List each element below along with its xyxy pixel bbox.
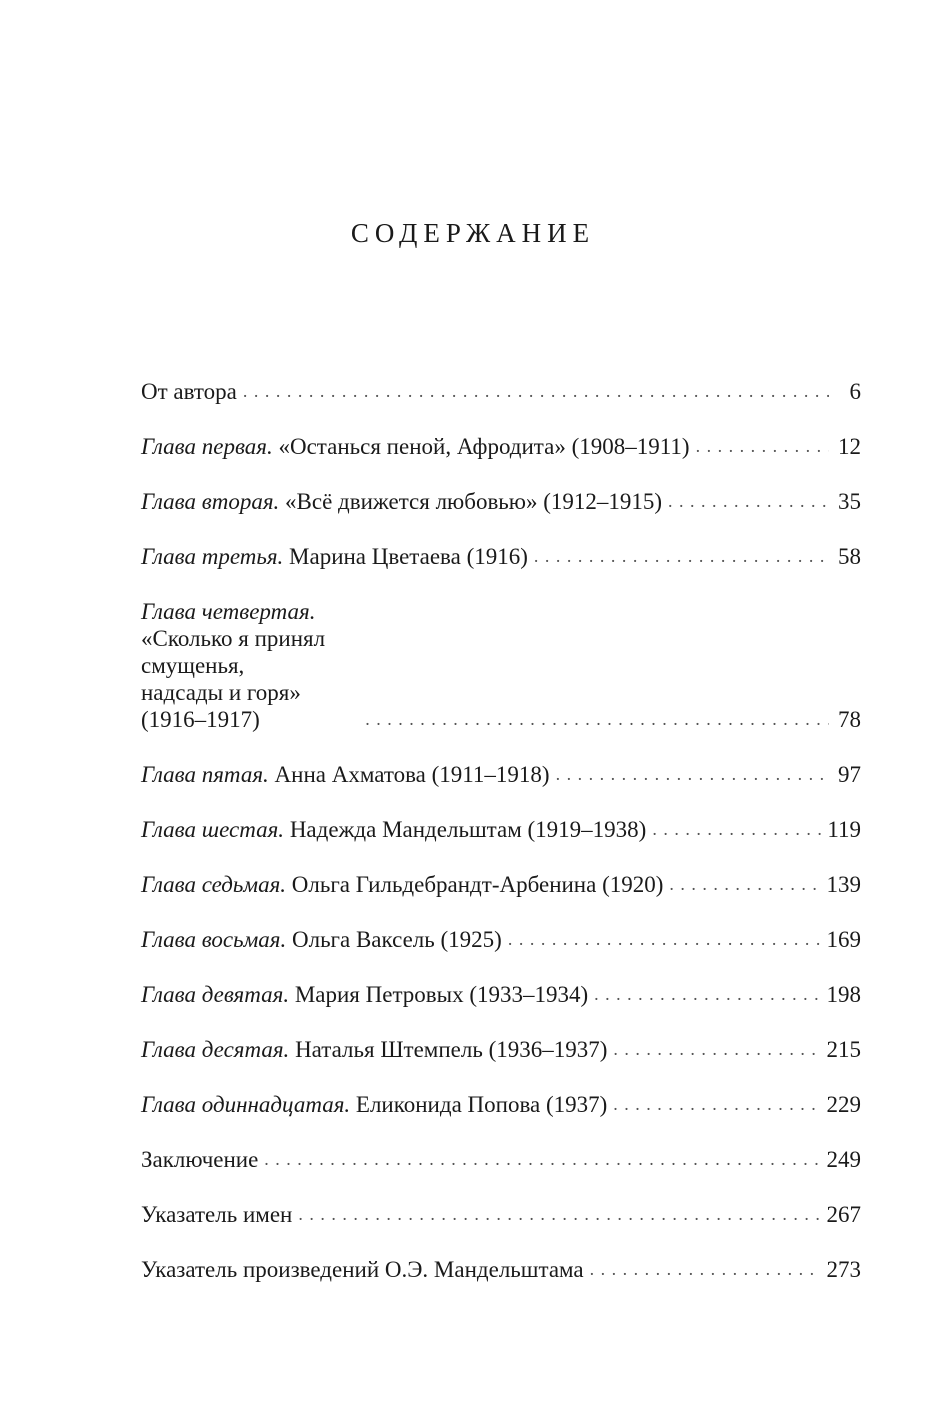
toc-entry-title: «Всё движется любовью» (1912–1915) bbox=[279, 489, 663, 514]
toc-entry-chapter-5[interactable] bbox=[141, 761, 861, 788]
toc-entry-chapter-1[interactable] bbox=[141, 433, 861, 460]
dot-leader bbox=[556, 761, 829, 788]
toc-entry-name-index[interactable] bbox=[141, 1201, 861, 1228]
page-title: СОДЕРЖАНИЕ bbox=[350, 218, 596, 248]
toc-entry-text bbox=[141, 488, 662, 515]
toc-entry-preface[interactable] bbox=[141, 378, 861, 405]
toc-entry-chapter-7[interactable] bbox=[141, 871, 861, 898]
toc-entry-text bbox=[141, 433, 690, 460]
toc-entry-title: Указатель произведений О.Э. Мандельштама bbox=[141, 1257, 584, 1282]
toc-entry-title: Ольга Гильдебрандт-Арбенина (1920) bbox=[286, 872, 664, 897]
toc-entry-text bbox=[141, 543, 528, 570]
dot-leader bbox=[669, 871, 820, 898]
toc-entry-text bbox=[141, 1091, 607, 1118]
toc-entry-chapter-10[interactable] bbox=[141, 1036, 861, 1063]
toc-entry-title: Наталья Штемпель (1936–1937) bbox=[289, 1037, 608, 1062]
toc-entry-text bbox=[141, 981, 588, 1008]
toc-entry-text bbox=[141, 378, 237, 405]
toc-entry-chapter-8[interactable] bbox=[141, 926, 861, 953]
toc-entry-chapter-11[interactable] bbox=[141, 1091, 861, 1118]
dot-leader bbox=[534, 543, 829, 570]
toc-entry-title: Марина Цветаева (1916) bbox=[283, 544, 528, 569]
toc-page-number: 78 bbox=[838, 707, 861, 732]
dot-leader bbox=[243, 378, 829, 405]
toc-entry-title: От автора bbox=[141, 379, 237, 404]
toc-page-number: 139 bbox=[826, 872, 861, 897]
toc-page-number: 119 bbox=[827, 817, 861, 842]
dot-leader bbox=[652, 816, 821, 843]
toc-entry-text bbox=[141, 1146, 258, 1173]
dot-leader bbox=[613, 1036, 820, 1063]
toc-chapter-label: Глава восьмая. bbox=[141, 927, 287, 952]
dot-leader bbox=[365, 706, 829, 733]
toc-entry-conclusion[interactable] bbox=[141, 1146, 861, 1173]
dot-leader bbox=[594, 981, 820, 1008]
dot-leader bbox=[264, 1146, 820, 1173]
toc-page-number: 229 bbox=[826, 1092, 861, 1117]
toc-entry-chapter-9[interactable] bbox=[141, 981, 861, 1008]
toc-entry-line-2: надсады и горя» (1916–1917) bbox=[141, 680, 301, 732]
toc-page-number: 6 bbox=[849, 379, 861, 404]
toc-chapter-label: Глава четвертая. bbox=[141, 599, 316, 624]
toc-entry-chapter-2[interactable] bbox=[141, 488, 861, 515]
toc-page-number: 97 bbox=[838, 762, 861, 787]
toc-chapter-label: Глава вторая. bbox=[141, 489, 280, 514]
toc-page-number: 198 bbox=[826, 982, 861, 1007]
toc-page-number: 35 bbox=[838, 489, 861, 514]
toc-chapter-label: Глава десятая. bbox=[141, 1037, 290, 1062]
toc-entry-text bbox=[141, 1201, 292, 1228]
dot-leader bbox=[668, 488, 829, 515]
toc-entry-text bbox=[141, 761, 550, 788]
dot-leader bbox=[696, 433, 829, 460]
toc-entry-text bbox=[141, 598, 359, 733]
toc-entry-line-1 bbox=[141, 598, 359, 679]
toc-entry-text bbox=[141, 1036, 607, 1063]
dot-leader bbox=[298, 1201, 820, 1228]
toc-chapter-label: Глава первая. bbox=[141, 434, 273, 459]
toc-page-number: 267 bbox=[826, 1202, 861, 1227]
dot-leader bbox=[590, 1256, 821, 1283]
toc-chapter-label: Глава третья. bbox=[141, 544, 284, 569]
toc-entry-title: «Останься пеной, Афродита» (1908–1911) bbox=[272, 434, 690, 459]
toc-entry-chapter-4[interactable] bbox=[141, 598, 861, 733]
toc-entry-title: Мария Петровых (1933–1934) bbox=[289, 982, 589, 1007]
toc-entry-chapter-3[interactable] bbox=[141, 543, 861, 570]
toc-entry-title: «Сколько я принял смущенья, bbox=[141, 626, 326, 678]
toc-page-number: 169 bbox=[826, 927, 861, 952]
toc-chapter-label: Глава пятая. bbox=[141, 762, 269, 787]
toc-entry-text bbox=[141, 926, 502, 953]
toc-entry-text bbox=[141, 871, 663, 898]
toc-entry-title: Еликонида Попова (1937) bbox=[350, 1092, 608, 1117]
table-of-contents bbox=[141, 378, 861, 1283]
toc-entry-title: Заключение bbox=[141, 1147, 259, 1172]
toc-chapter-label: Глава седьмая. bbox=[141, 872, 287, 897]
toc-page-number: 12 bbox=[838, 434, 861, 459]
toc-chapter-label: Глава девятая. bbox=[141, 982, 290, 1007]
toc-page-number: 58 bbox=[838, 544, 861, 569]
toc-page-number: 249 bbox=[826, 1147, 861, 1172]
toc-entry-title: Надежда Мандельштам (1919–1938) bbox=[284, 817, 647, 842]
dot-leader bbox=[508, 926, 821, 953]
toc-page-number: 215 bbox=[826, 1037, 861, 1062]
toc-entry-chapter-6[interactable] bbox=[141, 816, 861, 843]
toc-chapter-label: Глава шестая. bbox=[141, 817, 285, 842]
toc-entry-title: Анна Ахматова (1911–1918) bbox=[268, 762, 550, 787]
toc-entry-title: Указатель имен bbox=[141, 1202, 293, 1227]
toc-page-number: 273 bbox=[826, 1257, 861, 1282]
toc-entry-works-index[interactable] bbox=[141, 1256, 861, 1283]
toc-chapter-label: Глава одиннадцатая. bbox=[141, 1092, 351, 1117]
toc-entry-title: Ольга Ваксель (1925) bbox=[286, 927, 502, 952]
toc-entry-text bbox=[141, 816, 646, 843]
toc-entry-text bbox=[141, 1256, 584, 1283]
dot-leader bbox=[613, 1091, 820, 1118]
